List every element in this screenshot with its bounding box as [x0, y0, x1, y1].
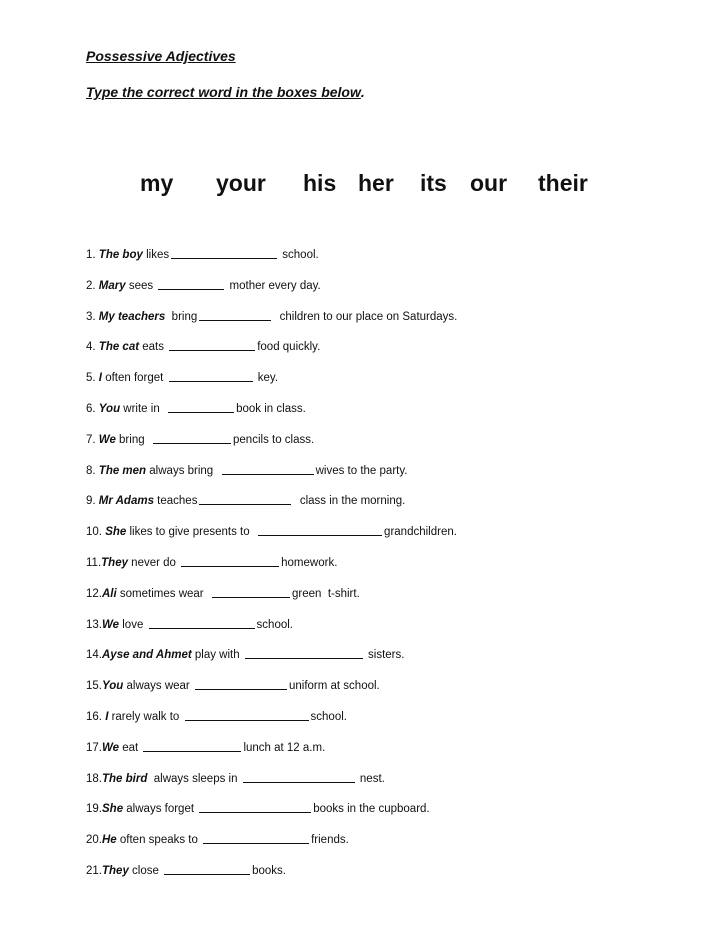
sentence-subject: The men: [98, 464, 147, 477]
sentence-number: 20.: [86, 834, 102, 847]
sentence-text-after: book in class.: [236, 402, 306, 415]
sentence-subject: She: [102, 803, 124, 816]
sentence-number: 9.: [86, 495, 99, 508]
sentence-number: 14.: [86, 649, 102, 662]
sentence-item: [86, 338, 686, 369]
sentence-item: [86, 523, 686, 554]
sentence-text-after: homework.: [281, 556, 338, 569]
sentence-item: [86, 862, 686, 893]
sentence-number: 18.: [86, 772, 102, 785]
sentence-text-before: sometimes wear: [116, 587, 211, 600]
sentence-text-before: always forget: [123, 803, 198, 816]
sentence-number: 3.: [86, 310, 99, 323]
answer-blank[interactable]: [222, 462, 314, 475]
sentence-subject: We: [102, 741, 120, 754]
sentence-subject: Mary: [98, 279, 126, 292]
answer-blank[interactable]: [199, 492, 291, 505]
sentence-text-after: sisters.: [364, 649, 405, 662]
sentence-text-before: bring: [165, 310, 198, 323]
sentence-text-before: never do: [127, 556, 180, 569]
sentence-item: [86, 831, 686, 862]
worksheet-instruction: [86, 84, 365, 100]
sentence-text-after: school.: [279, 249, 319, 261]
sentence-subject: He: [102, 834, 117, 847]
word-bank-word-his: his: [303, 170, 337, 196]
sentence-subject: Mr Adams: [98, 495, 154, 508]
sentence-text-after: class in the morning.: [293, 495, 406, 508]
sentence-number: 12.: [86, 587, 102, 600]
sentence-item: [86, 246, 686, 277]
word-bank-word-their: their: [538, 170, 588, 196]
sentence-text-before: always wear: [123, 680, 193, 693]
sentence-item: [86, 308, 686, 339]
sentence-text-before: often speaks to: [116, 834, 202, 847]
word-bank-word-our: our: [470, 170, 508, 196]
answer-blank[interactable]: [153, 431, 231, 444]
sentence-item: [86, 400, 686, 431]
sentence-subject: I: [98, 372, 102, 385]
sentence-text-after: lunch at 12 a.m.: [243, 741, 326, 754]
answer-blank[interactable]: [185, 708, 309, 721]
sentence-text-after: children to our place on Saturdays.: [273, 310, 458, 323]
answer-blank[interactable]: [199, 308, 271, 321]
answer-blank[interactable]: [195, 677, 287, 690]
worksheet-title: Possessive Adjectives: [86, 48, 236, 64]
sentence-number: 15.: [86, 680, 102, 693]
sentence-text-before: eat: [119, 741, 142, 754]
sentence-number: 5.: [86, 372, 99, 385]
sentence-text-after: pencils to class.: [233, 433, 315, 446]
sentence-subject: We: [102, 618, 120, 631]
sentence-text-after: green t-shirt.: [292, 587, 360, 600]
sentence-subject: My teachers: [98, 310, 166, 323]
answer-blank[interactable]: [158, 277, 224, 290]
answer-blank[interactable]: [245, 646, 363, 659]
sentence-text-before: play with: [191, 649, 243, 662]
answer-blank[interactable]: [212, 585, 290, 598]
sentence-number: 16.: [86, 710, 106, 723]
sentence-item: [86, 739, 686, 770]
sentence-number: 11.: [86, 556, 102, 569]
sentence-subject: They: [102, 864, 129, 877]
word-bank-word-her: her: [358, 170, 394, 196]
word-bank: [0, 170, 720, 202]
answer-blank[interactable]: [168, 400, 234, 413]
sentence-number: 17.: [86, 741, 102, 754]
answer-blank[interactable]: [169, 338, 255, 351]
sentence-subject: You: [102, 680, 124, 693]
sentence-subject: The cat: [98, 341, 140, 354]
sentence-item: [86, 277, 686, 308]
sentence-text-before: close: [128, 864, 163, 877]
sentence-subject: The boy: [98, 249, 143, 261]
sentence-text-before: likes to give presents to: [126, 526, 257, 539]
answer-blank[interactable]: [181, 554, 279, 567]
sentence-subject: They: [101, 556, 128, 569]
sentence-item: [86, 646, 686, 677]
sentence-subject: Ayse and Ahmet: [102, 649, 192, 662]
sentence-item: [86, 369, 686, 400]
sentence-text-after: nest.: [356, 772, 385, 785]
sentence-subject: We: [98, 433, 116, 446]
sentence-text-after: key.: [254, 372, 279, 385]
answer-blank[interactable]: [149, 616, 255, 629]
sentence-item: [86, 462, 686, 493]
word-bank-word-your: your: [216, 170, 266, 196]
sentence-text-after: mother every day.: [226, 279, 321, 292]
sentence-text-after: friends.: [311, 834, 349, 847]
sentence-number: 19.: [86, 803, 102, 816]
sentence-text-after: books in the cupboard.: [313, 803, 430, 816]
sentence-text-after: wives to the party.: [315, 464, 408, 477]
sentence-text-before: always sleeps in: [147, 772, 241, 785]
sentence-number: 13.: [86, 618, 102, 631]
answer-blank[interactable]: [169, 369, 253, 382]
sentence-text-after: school.: [256, 618, 293, 631]
sentence-subject: You: [98, 402, 121, 415]
sentence-number: 6.: [86, 402, 99, 415]
sentence-item: [86, 708, 686, 739]
sentence-item: [86, 554, 686, 585]
sentence-item: [86, 800, 686, 831]
sentence-text-before: write in: [120, 402, 167, 415]
sentence-text-after: school.: [310, 710, 347, 723]
sentence-subject: I: [105, 710, 109, 723]
sentence-item: [86, 616, 686, 647]
sentence-item: [86, 431, 686, 462]
answer-blank[interactable]: [171, 246, 277, 259]
sentence-text-after: books.: [252, 864, 286, 877]
answer-blank[interactable]: [164, 862, 250, 875]
sentence-text-before: sees: [125, 279, 157, 292]
sentence-text-before: always bring: [146, 464, 220, 477]
sentence-item: [86, 492, 686, 523]
sentence-text-before: teaches: [153, 495, 198, 508]
sentence-item: [86, 770, 686, 801]
answer-blank[interactable]: [203, 831, 309, 844]
answer-blank[interactable]: [243, 770, 355, 783]
sentence-text-before: rarely walk to: [108, 710, 183, 723]
sentence-text-before: likes: [142, 249, 170, 261]
sentence-list: [86, 246, 686, 893]
sentence-item: [86, 677, 686, 708]
answer-blank[interactable]: [199, 800, 311, 813]
answer-blank[interactable]: [258, 523, 382, 536]
sentence-number: 7.: [86, 433, 99, 446]
sentence-text-before: often forget: [102, 372, 167, 385]
word-bank-word-its: its: [420, 170, 447, 196]
sentence-text-before: eats: [139, 341, 168, 354]
sentence-number: 1.: [86, 249, 99, 261]
sentence-number: 21.: [86, 864, 102, 877]
sentence-subject: The bird: [102, 772, 148, 785]
sentence-text-after: uniform at school.: [288, 680, 380, 693]
sentence-text-after: food quickly.: [257, 341, 321, 354]
instruction-text: Type the correct word in the boxes below: [86, 84, 361, 100]
sentence-subject: She: [105, 526, 127, 539]
sentence-number: 10.: [86, 526, 106, 539]
sentence-subject: Ali: [102, 587, 117, 600]
sentence-text-before: love: [119, 618, 147, 631]
sentence-number: 4.: [86, 341, 99, 354]
answer-blank[interactable]: [143, 739, 241, 752]
sentence-text-before: bring: [115, 433, 152, 446]
sentence-number: 8.: [86, 464, 99, 477]
sentence-number: 2.: [86, 279, 99, 292]
sentence-text-after: grandchildren.: [384, 526, 457, 539]
instruction-period: .: [360, 84, 365, 100]
word-bank-word-my: my: [140, 170, 174, 196]
sentence-item: [86, 585, 686, 616]
